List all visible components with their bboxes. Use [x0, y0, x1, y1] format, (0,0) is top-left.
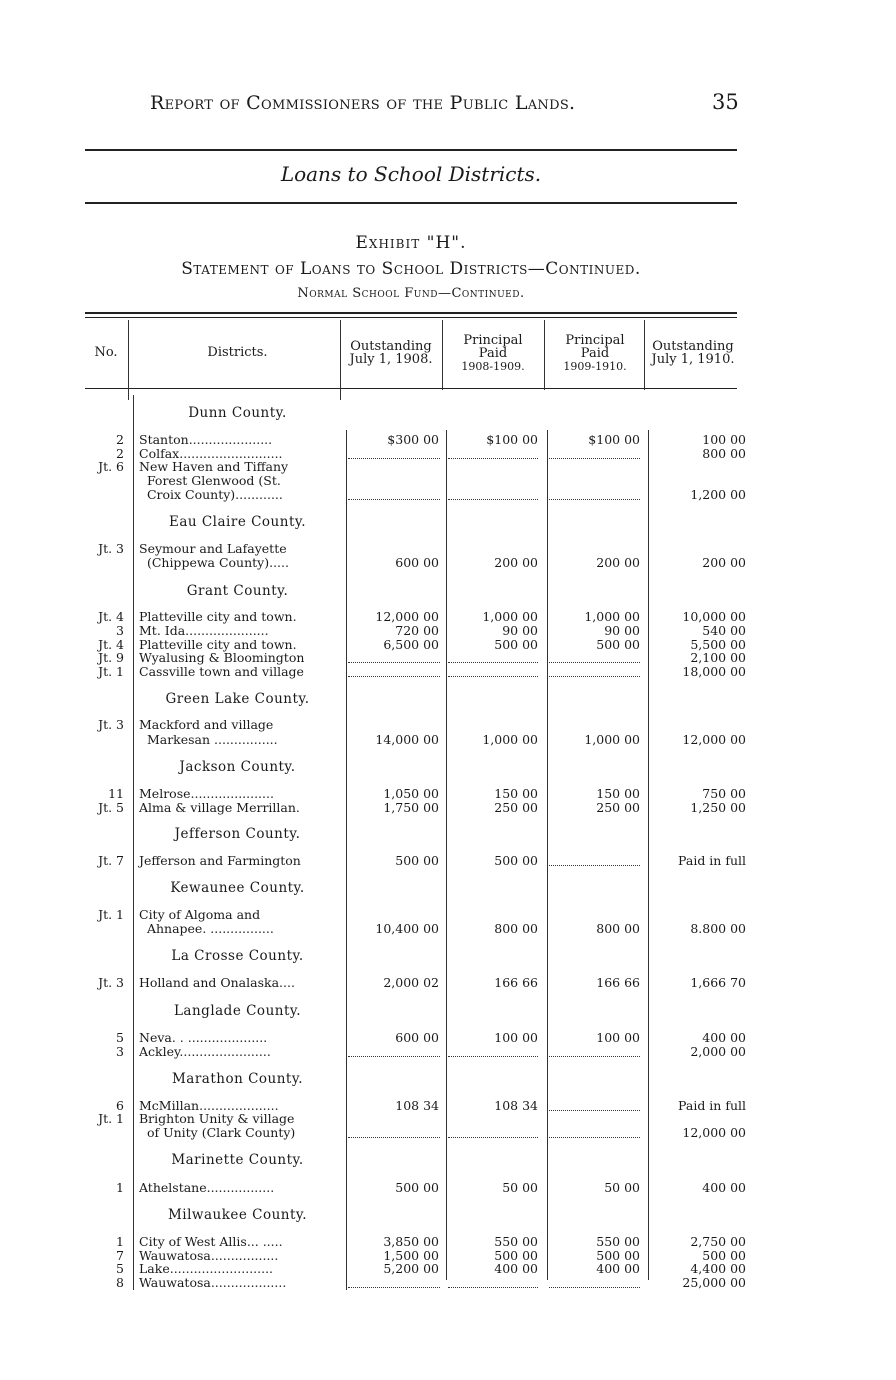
row-district: Forest Glenwood (St.	[139, 473, 281, 488]
row-number: 3	[116, 1044, 124, 1059]
row-number: 2	[116, 432, 124, 447]
dot-leader	[448, 499, 538, 500]
row-number: Jt. 4	[98, 609, 124, 624]
row-number: Jt. 1	[98, 1111, 124, 1126]
row-district: New Haven and Tiffany	[139, 459, 289, 474]
running-head	[150, 92, 670, 114]
row-paid-1908-1909: 500 00	[494, 853, 538, 868]
col-line-body-1	[133, 395, 134, 1290]
row-district: Markesan ................	[139, 732, 278, 747]
row-outstanding-1910: 8.800 00	[690, 921, 746, 936]
row-outstanding-1908: 600 00	[395, 555, 439, 570]
row-paid-1908-1909: 800 00	[494, 921, 538, 936]
row-outstanding-1908: 5,200 00	[383, 1261, 439, 1276]
row-outstanding-1910: 500 00	[702, 1248, 746, 1263]
header-districts: Districts.	[207, 345, 268, 360]
row-district: Neva. . ....................	[139, 1030, 268, 1045]
page-number: 35	[712, 90, 739, 114]
dot-leader	[448, 1137, 538, 1138]
row-paid-1908-1909: 500 00	[494, 637, 538, 652]
row-number: Jt. 6	[98, 459, 124, 474]
row-district: Seymour and Lafayette	[139, 541, 287, 556]
county-heading: Marathon County.	[171, 1071, 303, 1087]
dot-leader	[549, 865, 640, 866]
row-number: 1	[116, 1234, 124, 1249]
row-outstanding-1908: 1,050 00	[383, 786, 439, 801]
row-outstanding-1908: 500 00	[395, 853, 439, 868]
row-number: 6	[116, 1098, 124, 1113]
row-outstanding-1908: 6,500 00	[383, 637, 439, 652]
row-outstanding-1910: 12,000 00	[682, 1125, 746, 1140]
row-outstanding-1908: $300 00	[387, 432, 439, 447]
row-outstanding-1910: 10,000 00	[682, 609, 746, 624]
row-district: Athelstane.................	[139, 1180, 275, 1195]
row-outstanding-1908: 1,750 00	[383, 800, 439, 815]
dot-leader	[348, 676, 440, 677]
row-number: 7	[116, 1248, 124, 1263]
county-heading: Kewaunee County.	[170, 880, 305, 896]
row-outstanding-1908: 14,000 00	[375, 732, 439, 747]
dot-leader	[549, 458, 640, 459]
row-paid-1909-1910: 200 00	[596, 555, 640, 570]
row-number: 5	[116, 1030, 124, 1045]
row-outstanding-1908: 600 00	[395, 1030, 439, 1045]
dot-leader	[348, 1056, 440, 1057]
row-district: Wauwatosa...................	[139, 1275, 287, 1290]
header-outstanding-1910	[645, 340, 741, 366]
county-heading: Jefferson County.	[174, 826, 301, 842]
row-district: Wyalusing & Bloomington	[139, 650, 305, 665]
row-outstanding-1910: 18,000 00	[682, 664, 746, 679]
row-paid-1909-1910: 250 00	[596, 800, 640, 815]
row-number: Jt. 3	[98, 541, 124, 556]
row-outstanding-1910: 540 00	[702, 623, 746, 638]
row-outstanding-1910: 200 00	[702, 555, 746, 570]
row-outstanding-1910: 5,500 00	[690, 637, 746, 652]
row-district: Croix County)............	[139, 487, 283, 502]
rule-below-title	[85, 202, 737, 204]
dot-leader	[348, 662, 440, 663]
row-outstanding-1908: 10,400 00	[375, 921, 439, 936]
header-c3-line1: Principal	[565, 333, 625, 348]
row-paid-1908-1909: 250 00	[494, 800, 538, 815]
header-no: No.	[94, 345, 118, 360]
row-outstanding-1908: 108 34	[395, 1098, 439, 1113]
row-district: City of Algoma and	[139, 907, 261, 922]
row-district: (Chippewa County).....	[139, 555, 289, 570]
row-district: Wauwatosa.................	[139, 1248, 279, 1263]
row-outstanding-1910: 400 00	[702, 1030, 746, 1045]
row-district: Mackford and village	[139, 717, 274, 732]
table-rule-top-2	[85, 317, 737, 318]
row-paid-1909-1910: $100 00	[588, 432, 640, 447]
header-c3-line2: Paid	[580, 346, 610, 361]
county-heading: Langlade County.	[173, 1003, 302, 1019]
dot-leader	[549, 499, 640, 500]
dot-leader	[549, 1056, 640, 1057]
row-paid-1908-1909: 100 00	[494, 1030, 538, 1045]
dot-leader	[448, 458, 538, 459]
section-title: Loans to School Districts.	[280, 162, 542, 186]
row-paid-1908-1909: 500 00	[494, 1248, 538, 1263]
dot-leader	[348, 1287, 440, 1288]
row-outstanding-1910: 400 00	[702, 1180, 746, 1195]
row-paid-1908-1909: 108 34	[494, 1098, 538, 1113]
row-district: Alma & village Merrillan.	[139, 800, 300, 815]
header-c2-line3: 1908-1909.	[461, 360, 525, 373]
dot-leader	[448, 676, 538, 677]
county-heading: Marinette County.	[171, 1152, 304, 1168]
row-outstanding-1910: 2,000 00	[690, 1044, 746, 1059]
row-outstanding-1910: 1,200 00	[690, 487, 746, 502]
header-c1-line1: Outstanding	[350, 339, 432, 354]
fund-title: Normal School Fund—Continued.	[297, 286, 525, 301]
row-paid-1909-1910: 150 00	[596, 786, 640, 801]
dot-leader	[348, 458, 440, 459]
county-heading: La Crosse County.	[171, 948, 304, 964]
header-c4-line2: July 1, 1910.	[651, 352, 735, 367]
header-c4-line1: Outstanding	[652, 339, 734, 354]
row-district: Holland and Onalaska....	[139, 975, 295, 990]
row-number: 11	[108, 786, 124, 801]
row-number: 1	[116, 1180, 124, 1195]
row-paid-1909-1910: 500 00	[596, 1248, 640, 1263]
row-outstanding-1908: 12,000 00	[375, 609, 439, 624]
exhibit-label: Exhibit "H".	[355, 233, 467, 253]
row-outstanding-1910: 1,250 00	[690, 800, 746, 815]
row-paid-1909-1910: 550 00	[596, 1234, 640, 1249]
row-outstanding-1908: 500 00	[395, 1180, 439, 1195]
row-district: Ackley.......................	[139, 1044, 271, 1059]
row-number: Jt. 5	[98, 800, 124, 815]
row-outstanding-1910: 750 00	[702, 786, 746, 801]
row-paid-1908-1909: 150 00	[494, 786, 538, 801]
row-paid-1909-1910: 1,000 00	[584, 609, 640, 624]
row-district: Stanton.....................	[139, 432, 273, 447]
row-number: 3	[116, 623, 124, 638]
dot-leader	[448, 1287, 538, 1288]
row-number: Jt. 3	[98, 975, 124, 990]
county-heading: Dunn County.	[188, 405, 287, 421]
county-heading: Green Lake County.	[165, 691, 310, 707]
header-c2-line1: Principal	[463, 333, 523, 348]
row-district: Ahnapee. ................	[139, 921, 274, 936]
row-district: Platteville city and town.	[139, 637, 297, 652]
header-principal-1909-1910	[545, 334, 645, 373]
dot-leader	[549, 676, 640, 677]
row-district: Platteville city and town.	[139, 609, 297, 624]
row-district: City of West Allis... .....	[139, 1234, 283, 1249]
row-number: Jt. 7	[98, 853, 124, 868]
row-outstanding-1910: 4,400 00	[690, 1261, 746, 1276]
row-outstanding-1910: 12,000 00	[682, 732, 746, 747]
row-outstanding-1908: 2,000 02	[383, 975, 439, 990]
row-district: McMillan....................	[139, 1098, 279, 1113]
dot-leader	[348, 499, 440, 500]
row-paid-1909-1910: 100 00	[596, 1030, 640, 1045]
header-c3-line3: 1909-1910.	[563, 360, 627, 373]
row-paid-1908-1909: $100 00	[486, 432, 538, 447]
row-outstanding-1908: 1,500 00	[383, 1248, 439, 1263]
row-district: Cassville town and village	[139, 664, 304, 679]
running-head-title-a: Report of Commissioners of	[150, 92, 413, 114]
row-paid-1909-1910: 1,000 00	[584, 732, 640, 747]
header-principal-1908-1909	[443, 334, 543, 373]
row-number: Jt. 1	[98, 907, 124, 922]
dot-leader	[549, 1137, 640, 1138]
row-outstanding-1910: Paid in full	[678, 1098, 746, 1113]
table-rule-header-bottom	[85, 388, 737, 389]
col-line-1	[128, 320, 129, 400]
dot-leader	[448, 662, 538, 663]
header-c1-line2: July 1, 1908.	[349, 352, 433, 367]
row-paid-1908-1909: 1,000 00	[482, 609, 538, 624]
row-district: of Unity (Clark County)	[139, 1125, 296, 1140]
row-paid-1909-1910: 800 00	[596, 921, 640, 936]
row-district: Colfax..........................	[139, 446, 283, 461]
row-outstanding-1910: Paid in full	[678, 853, 746, 868]
dot-leader	[549, 1287, 640, 1288]
county-heading: Grant County.	[186, 583, 289, 599]
table-rule-top-1	[85, 312, 737, 314]
row-district: Melrose.....................	[139, 786, 274, 801]
row-paid-1908-1909: 166 66	[494, 975, 538, 990]
county-heading: Milwaukee County.	[167, 1207, 308, 1223]
row-outstanding-1910: 100 00	[702, 432, 746, 447]
row-paid-1909-1910: 90 00	[604, 623, 640, 638]
dot-leader	[348, 1137, 440, 1138]
county-heading: Eau Claire County.	[168, 514, 307, 530]
rule-top	[85, 149, 737, 151]
row-number: Jt. 3	[98, 717, 124, 732]
row-paid-1908-1909: 50 00	[502, 1180, 538, 1195]
row-number: 2	[116, 446, 124, 461]
row-outstanding-1908: 3,850 00	[383, 1234, 439, 1249]
row-outstanding-1910: 2,100 00	[690, 650, 746, 665]
row-paid-1909-1910: 400 00	[596, 1261, 640, 1276]
row-paid-1908-1909: 550 00	[494, 1234, 538, 1249]
row-outstanding-1910: 2,750 00	[690, 1234, 746, 1249]
row-outstanding-1910: 25,000 00	[682, 1275, 746, 1290]
row-number: Jt. 1	[98, 664, 124, 679]
header-outstanding-1908	[341, 340, 441, 366]
statement-title: Statement of Loans to School Districts—Continued.	[181, 259, 641, 279]
county-heading: Jackson County.	[179, 759, 296, 775]
row-paid-1909-1910: 50 00	[604, 1180, 640, 1195]
row-outstanding-1910: 1,666 70	[690, 975, 746, 990]
row-number: 5	[116, 1261, 124, 1276]
row-district: Lake..........................	[139, 1261, 274, 1276]
row-number: 8	[116, 1275, 124, 1290]
row-paid-1909-1910: 166 66	[596, 975, 640, 990]
row-district: Jefferson and Farmington	[139, 853, 301, 868]
dot-leader	[549, 662, 640, 663]
row-paid-1908-1909: 90 00	[502, 623, 538, 638]
row-district: Mt. Ida.....................	[139, 623, 269, 638]
row-paid-1908-1909: 400 00	[494, 1261, 538, 1276]
header-c2-line2: Paid	[478, 346, 508, 361]
running-head-title-b: the Public Lands.	[412, 92, 576, 114]
dot-leader	[448, 1056, 538, 1057]
row-district: Brighton Unity & village	[139, 1111, 295, 1126]
row-number: Jt. 9	[98, 650, 124, 665]
row-number: Jt. 4	[98, 637, 124, 652]
row-paid-1908-1909: 1,000 00	[482, 732, 538, 747]
row-outstanding-1910: 800 00	[702, 446, 746, 461]
row-outstanding-1908: 720 00	[395, 623, 439, 638]
dot-leader	[549, 1110, 640, 1111]
row-paid-1908-1909: 200 00	[494, 555, 538, 570]
row-paid-1909-1910: 500 00	[596, 637, 640, 652]
